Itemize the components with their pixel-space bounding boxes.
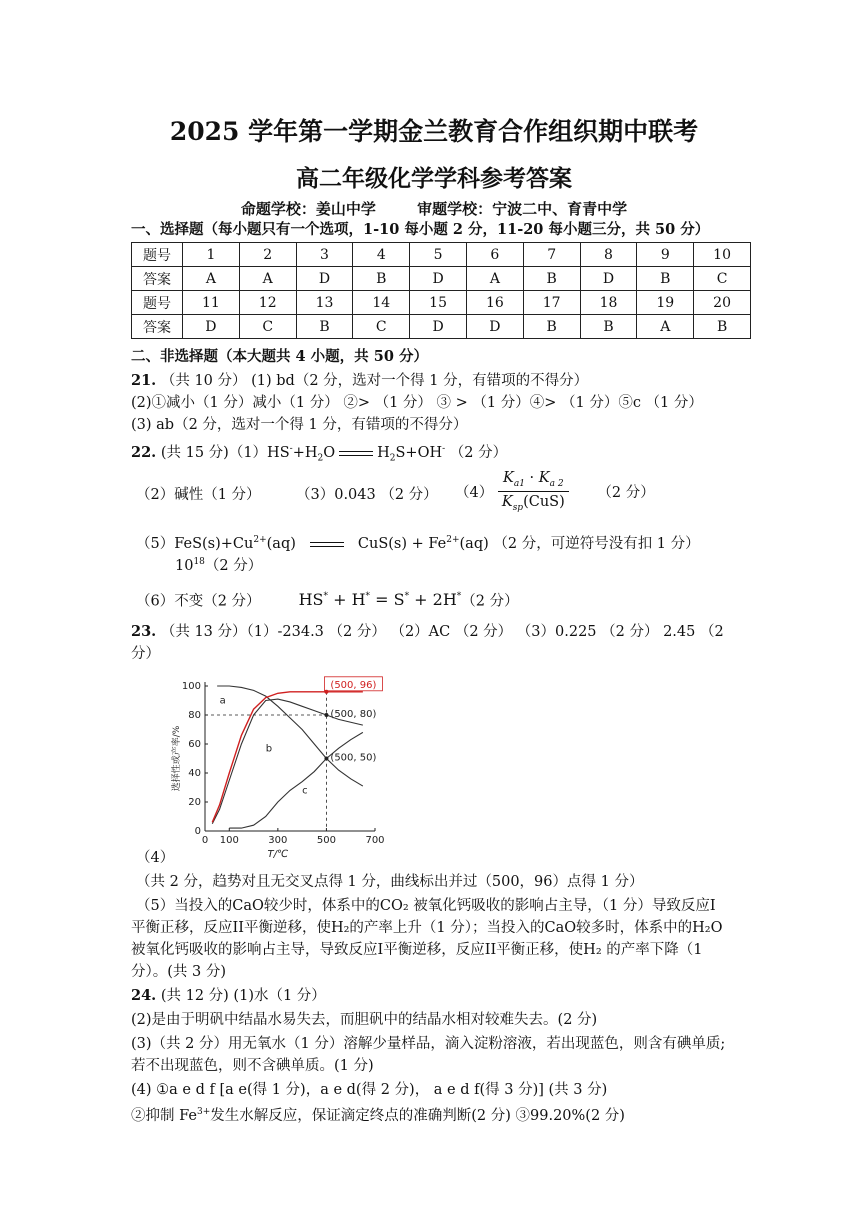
q22-line1 <box>131 439 507 469</box>
data-point <box>324 690 328 694</box>
q24-line1 <box>131 986 326 1006</box>
table-cell: 18 <box>580 291 637 315</box>
q21-line1 <box>131 371 588 391</box>
q24-text: 发生水解反应，保证滴定终点的准确判断(2 分) ③99.20%(2 分) <box>210 1107 625 1124</box>
table-cell: D <box>410 267 467 291</box>
table-cell: C <box>694 267 751 291</box>
y-tick-label: 40 <box>188 768 201 779</box>
series-line-c <box>229 732 363 828</box>
table-cell: C <box>239 315 296 339</box>
table-cell: 11 <box>183 291 240 315</box>
y-tick-label: 20 <box>188 797 201 808</box>
q23-line1b: 分） <box>131 646 160 662</box>
equilibrium-arrow-icon <box>339 448 373 458</box>
table-cell: D <box>410 315 467 339</box>
q24-line2: (2)是由于明矾中结晶水易失去，而胆矾中的结晶水相对较难失去。(2 分) <box>131 1012 598 1028</box>
table-cell: 13 <box>296 291 353 315</box>
table-cell: 19 <box>637 291 694 315</box>
sup: 2+ <box>446 535 460 545</box>
table-cell: 6 <box>466 243 523 267</box>
sup: 3+ <box>196 1107 211 1117</box>
q22-text: 10 <box>175 557 194 574</box>
sup: - <box>442 444 446 454</box>
q24-line5: (4) ①a e d f [a e(得 1 分)，a e d(得 2 分)， a e d f(得 3 分)] (共 3 分) <box>131 1082 608 1098</box>
q22-text: (aq) （2 分，可逆符号没有扣 1 分） <box>459 535 700 552</box>
sub: 2 <box>317 453 324 464</box>
q22-text: （5）FeS(s)+Cu <box>136 535 254 552</box>
q24-text: (共 12 分) (1)水（1 分） <box>160 988 326 1004</box>
table-cell: 2 <box>239 243 296 267</box>
k-symbol: K <box>503 470 514 486</box>
sup: 18 <box>193 557 205 567</box>
table-row-answers <box>132 267 751 291</box>
table-cell: A <box>239 267 296 291</box>
q22-p6 <box>136 587 519 611</box>
selectivity-yield-chart <box>165 666 395 862</box>
page-subtitle: 高二年级化学学科参考答案 <box>296 165 572 192</box>
y-tick-label: 0 <box>194 826 201 837</box>
q21-number: 21. <box>131 372 157 389</box>
section1-heading: 一、选择题（每小题只有一个选项，1-10 每小题 2 分，11-20 每小题三分，共 50 分） <box>131 221 710 238</box>
point-annotation: (500, 80) <box>330 709 377 720</box>
q23-p5-l3: 被氧化钙吸收的影响占主导，导致反应I平衡逆移，反应II平衡正移，使H₂ 的产率下降（1 <box>131 942 703 958</box>
table-cell: 12 <box>239 291 296 315</box>
sup: 2+ <box>253 535 267 545</box>
table-cell: B <box>296 315 353 339</box>
x-tick-label: 0 <box>201 835 209 846</box>
table-cell: B <box>353 267 410 291</box>
data-point <box>324 757 328 761</box>
q23-line1 <box>131 622 724 642</box>
table-cell: 4 <box>353 243 410 267</box>
x-tick-label: 500 <box>316 835 336 846</box>
table-cell: A <box>183 267 240 291</box>
dot: · <box>524 470 539 486</box>
q22-text: （2 分） <box>204 557 263 574</box>
row-label: 题号 <box>132 243 183 267</box>
table-cell: 14 <box>353 291 410 315</box>
x-tick-label: 300 <box>268 835 288 846</box>
table-cell: 3 <box>296 243 353 267</box>
row-label: 题号 <box>132 291 183 315</box>
q24-line3: (3)（共 2 分）用无氧水（1 分）溶解少量样品，滴入淀粉溶液，若出现蓝色，则含有碘单质; <box>131 1036 726 1052</box>
row-label: 答案 <box>132 267 183 291</box>
table-cell: 8 <box>580 243 637 267</box>
q23-p5-l1: （5）当投入的CaO较少时，体系中的CO₂ 被氧化钙吸收的影响占主导，（1 分）导致反应I <box>136 898 716 914</box>
q22-p5-second <box>175 552 262 576</box>
table-row-numbers <box>132 243 751 267</box>
table-cell: B <box>694 315 751 339</box>
table-cell: 9 <box>637 243 694 267</box>
q23-p5-l4: 分）。(共 3 分) <box>131 964 227 980</box>
q22-text: H <box>377 444 390 461</box>
table-cell: D <box>183 315 240 339</box>
table-cell: 17 <box>523 291 580 315</box>
q23-p5-l2: 平衡正移，反应II平衡逆移，使H₂的产率上升（1 分）；当投入的CaO较多时，体系中的H₂O <box>131 920 723 936</box>
data-point <box>324 713 328 717</box>
y-tick-label: 100 <box>181 681 201 692</box>
table-cell: B <box>580 315 637 339</box>
q22-text: O <box>323 444 336 461</box>
q22-text: (aq) <box>266 535 296 552</box>
q22-p3: （3）0.043 （2 分） <box>296 487 438 503</box>
chart-labels <box>170 677 385 860</box>
q21-line3: (3) ab（2 分，选对一个得 1 分，有错项的不得分） <box>131 417 468 433</box>
sub: a 2 <box>549 478 564 489</box>
q22-p4-score: （2 分） <box>597 484 655 501</box>
q22-text: CuS(s) + Fe <box>357 535 447 552</box>
k-symbol: K <box>501 493 513 510</box>
x-tick-label: 100 <box>219 835 239 846</box>
series-label: c <box>302 785 308 797</box>
table-cell: 10 <box>694 243 751 267</box>
sub: a1 <box>513 478 525 489</box>
point-annotation: (500, 96) <box>330 679 377 691</box>
table-cell: 15 <box>410 291 467 315</box>
q22-text: +H <box>292 444 318 461</box>
cus-text: (CuS) <box>523 493 565 510</box>
q24-number: 24. <box>131 987 157 1004</box>
q22-p4 <box>455 470 655 513</box>
table-cell: A <box>637 315 694 339</box>
equilibrium-arrow-icon <box>310 539 344 549</box>
q22-p6-equation: HS* + H* = S* + 2H* <box>298 590 462 610</box>
series-label: b <box>265 743 273 755</box>
q24-text: ②抑制 Fe <box>131 1107 197 1124</box>
reviewer-school: 审题学校：宁波二中、育青中学 <box>417 200 628 218</box>
q22-p4-label: （4） <box>455 484 494 501</box>
q22-text: (共 15 分)（1）HS <box>160 444 290 461</box>
table-cell: B <box>523 315 580 339</box>
schools-line <box>0 198 868 219</box>
table-cell: 5 <box>410 243 467 267</box>
ka-ksp-fraction <box>498 470 569 513</box>
q23-number: 23. <box>131 623 157 640</box>
q22-text: S+OH <box>395 444 443 461</box>
table-cell: C <box>353 315 410 339</box>
table-cell: D <box>580 267 637 291</box>
q23-text: （共 13 分）（1）-234.3 （2 分） （2）AC （2 分） （3）0.225 （2 分） 2.45 （2 <box>160 624 724 640</box>
y-tick-label: 60 <box>188 739 201 750</box>
q22-score: （2 分） <box>449 444 508 461</box>
q22-text: （2 分） <box>461 593 519 610</box>
series-label: a <box>219 695 226 707</box>
table-cell: 7 <box>523 243 580 267</box>
x-axis-label: T/℃ <box>267 849 289 860</box>
series-line-a <box>217 686 363 786</box>
row-label: 答案 <box>132 315 183 339</box>
table-cell: 1 <box>183 243 240 267</box>
table-cell: 16 <box>466 291 523 315</box>
sup: - <box>289 444 293 454</box>
q22-text: （6）不变（2 分） <box>136 593 261 610</box>
q22-p5 <box>136 530 700 554</box>
table-cell: A <box>466 267 523 291</box>
table-cell: B <box>523 267 580 291</box>
table-row-numbers <box>132 291 751 315</box>
table-row-answers <box>132 315 751 339</box>
answer-table <box>131 242 751 339</box>
k-symbol: K <box>538 470 550 486</box>
y-tick-label: 80 <box>188 710 201 721</box>
q22-number: 22. <box>131 443 157 461</box>
proposer-school: 命题学校：姜山中学 <box>240 200 376 218</box>
y-axis-label: 选择性或产率/% <box>172 725 182 792</box>
page-title: 2025 学年第一学期金兰教育合作组织期中联考 <box>169 117 699 146</box>
table-cell: B <box>637 267 694 291</box>
q22-p2: （2）碱性（1 分） <box>136 487 261 503</box>
q23-p4-note: （共 2 分，趋势对且无交叉点得 1 分，曲线标出并过（500，96）点得 1 分） <box>136 874 644 890</box>
sub: sp <box>512 502 524 513</box>
point-annotation: (500, 50) <box>330 752 377 764</box>
table-cell: 20 <box>694 291 751 315</box>
q23-p4-label: （4） <box>136 850 175 866</box>
q24-line4: 若不出现蓝色，则不含碘单质。(1 分) <box>131 1058 374 1074</box>
q24-line6 <box>131 1102 625 1126</box>
q21-line2: (2)①减小（1 分）减小（1 分） ②> （1 分） ③ > （1 分）④> （1 分）⑤c （1 分） <box>131 395 703 411</box>
x-tick-label: 700 <box>365 835 385 846</box>
table-cell: D <box>466 315 523 339</box>
section2-heading: 二、非选择题（本大题共 4 小题，共 50 分） <box>131 348 428 365</box>
table-cell: D <box>296 267 353 291</box>
q21-text1: （共 10 分） (1) bd（2 分，选对一个得 1 分，有错项的不得分） <box>160 373 589 389</box>
sub: 2 <box>389 453 396 464</box>
